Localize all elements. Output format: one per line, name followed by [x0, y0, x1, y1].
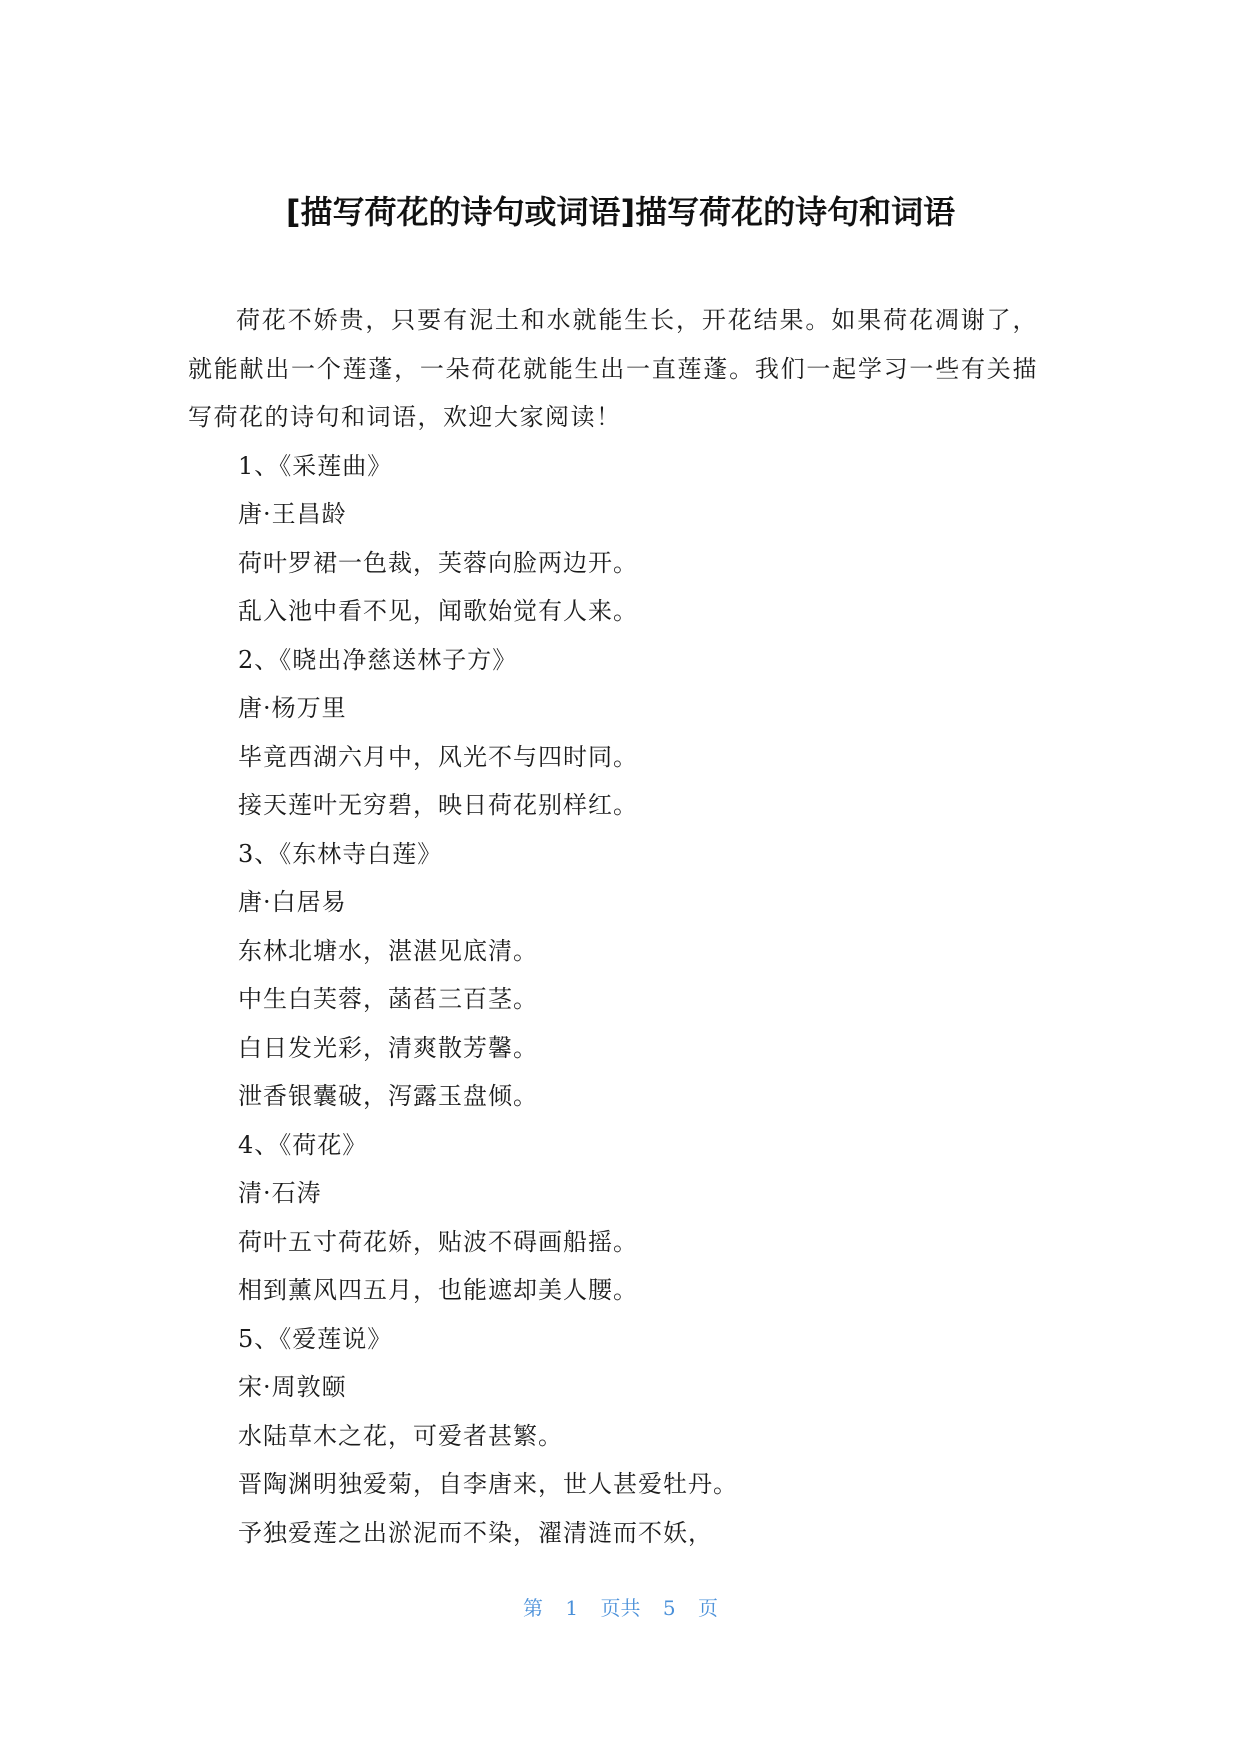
text-line: 5、《爱莲说》: [238, 1324, 393, 1353]
text-line: 东林北塘水，湛湛见底清。: [238, 936, 538, 965]
text-line: 中生白芙蓉，菡萏三百茎。: [238, 985, 538, 1013]
footer-label-page: 第: [523, 1596, 544, 1620]
text-line: 泄香银囊破，泻露玉盘倾。: [238, 1082, 538, 1110]
text-line: 荷叶五寸荷花娇，贴波不碍画船摇。: [238, 1227, 638, 1256]
page-footer: [0, 1592, 1241, 1621]
text-line: 1、《采莲曲》: [238, 451, 393, 480]
document-body: [188, 296, 1038, 1557]
text-line: 毕竟西湖六月中，风光不与四时同。: [238, 742, 638, 771]
text-line: 接天莲叶无穷碧，映日荷花别样红。: [238, 791, 638, 819]
text-line: 清·石涛: [238, 1179, 322, 1207]
intro-paragraph: 荷花不娇贵，只要有泥土和水就能生长，开花结果。如果荷花凋谢了，就能献出一个莲蓬，一朵荷花就能生出一直莲蓬。我们一起学习一些有关描写荷花的诗句和词语，欢迎大家阅读！: [188, 306, 1038, 431]
text-line: 相到薰风四五月，也能遮却美人腰。: [238, 1276, 638, 1304]
text-line: 3、《东林寺白莲》: [238, 839, 443, 868]
text-line: 予独爱莲之出淤泥而不染，濯清涟而不妖，: [238, 1518, 713, 1547]
text-line: 2、《晓出净慈送林子方》: [238, 645, 518, 674]
text-line: 白日发光彩，清爽散芳馨。: [238, 1033, 538, 1062]
footer-total-pages: 5: [662, 1596, 676, 1620]
document-title: [描写荷花的诗句或词语]描写荷花的诗句和词语: [285, 193, 956, 231]
text-line: 荷叶罗裙一色裁，芙蓉向脸两边开。: [238, 548, 638, 577]
text-line: 唐·王昌龄: [238, 500, 347, 528]
text-line: 乱入池中看不见，闻歌始觉有人来。: [238, 597, 638, 625]
text-line: 宋·周敦颐: [238, 1373, 347, 1401]
text-line: 晋陶渊明独爱菊，自李唐来，世人甚爱牡丹。: [238, 1470, 738, 1498]
text-line: 水陆草木之花，可爱者甚繁。: [238, 1421, 563, 1450]
footer-current-page: 1: [565, 1596, 579, 1620]
footer-label-of: 页共: [600, 1596, 641, 1620]
text-line: 4、《荷花》: [238, 1130, 368, 1159]
poem-lines: [188, 442, 1038, 1558]
text-line: 唐·白居易: [238, 888, 347, 916]
footer-label-end: 页: [697, 1596, 718, 1620]
text-line: 唐·杨万里: [238, 694, 347, 722]
